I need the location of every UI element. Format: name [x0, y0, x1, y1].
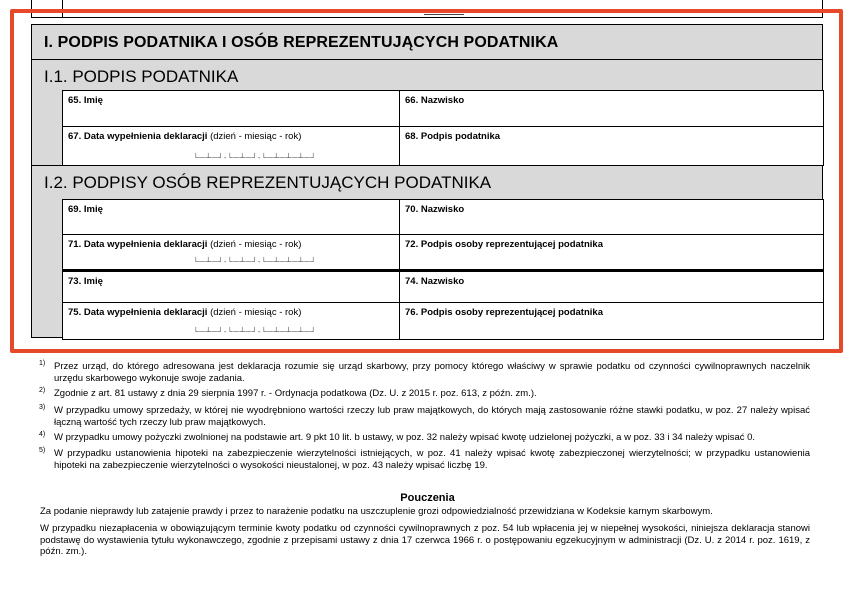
footnote-3: 3) W przypadku umowy sprzedaży, w której nie wyodrębniono wartości rzeczy lub praw majątkowych, do których mają zastosowanie różne stawki podatku, w poz. 27 należy wpisać łączną wartość tych rzeczy lub praw majątkowych. — [39, 404, 810, 428]
field-73-first-name[interactable]: 73. Imię — [63, 270, 400, 303]
section-i-title: I. PODPIS PODATNIKA I OSÓB REPREZENTUJĄCYCH PODATNIKA — [44, 34, 559, 51]
field-74-last-name[interactable]: 74. Nazwisko — [400, 270, 824, 303]
field-67-fill-date[interactable]: 67. Data wypełnienia deklaracji (dzień - miesiąc - rok) └─┴─┘-└─┴─┘-└─┴─┴─┴─┘ — [63, 127, 400, 166]
field-71-fill-date[interactable]: 71. Data wypełnienia deklaracji (dzień - miesiąc - rok) └─┴─┘-└─┴─┘-└─┴─┴─┴─┘ — [63, 235, 400, 270]
field-72-representative-signature[interactable]: 72. Podpis osoby reprezentującej podatnika — [400, 235, 824, 270]
footnote-1: 1) Przez urząd, do którego adresowana jest deklaracja rozumie się urząd skarbowy, przy pomocy którego właściwy w sprawie podatku od czynności cywilnoprawnych naczelnik urzędu skarbowego wykonuje swoje zadania. — [39, 360, 810, 384]
field-65-first-name[interactable]: 65. Imię — [63, 91, 400, 127]
date-boxes: └─┴─┘-└─┴─┘-└─┴─┴─┴─┘ — [193, 257, 317, 266]
highlight-outline — [10, 9, 843, 353]
section-i1-title: I.1. PODPIS PODATNIKA — [44, 67, 239, 86]
field-75-fill-date[interactable]: 75. Data wypełnienia deklaracji (dzień - miesiąc - rok) └─┴─┘-└─┴─┘-└─┴─┴─┴─┘ — [63, 303, 400, 340]
field-68-taxpayer-signature[interactable]: 68. Podpis podatnika — [400, 127, 824, 166]
field-70-last-name[interactable]: 70. Nazwisko — [400, 200, 824, 235]
footnote-5: 5) W przypadku ustanowienia hipoteki na zabezpieczenie wierzytelności istniejących, w poz. 41 należy wpisać kwotę zabezpieczonej wierzytelności; w przypadku ustanowienia hipoteki na zabezpieczenie wierzytelności o wysokości nieustalonej, w poz. 43 należy wpisać liczbę 19. — [39, 447, 810, 471]
field-66-last-name[interactable]: 66. Nazwisko — [400, 91, 824, 127]
field-69-first-name[interactable]: 69. Imię — [63, 200, 400, 235]
pouczenia-title: Pouczenia — [400, 492, 455, 504]
pouczenia-paragraph-1: Za podanie nieprawdy lub zatajenie prawdy i przez to narażenie podatku na uszczuplenie grozi odpowiedzialność przewidziana w Kodeksie karnym skarbowym. — [40, 506, 713, 517]
footnote-4: 4) W przypadku umowy pożyczki zwolnionej na podstawie art. 9 pkt 10 lit. b ustawy, w poz. 32 należy wpisać kwotę udzielonej pożyczki, a w poz. 33 i 34 należy wpisać 0. — [39, 431, 756, 443]
field-76-representative-signature[interactable]: 76. Podpis osoby reprezentującej podatnika — [400, 303, 824, 340]
pouczenia-paragraph-2: W przypadku niezapłacenia w obowiązującym terminie kwoty podatku od czynności cywilnoprawnych z poz. 54 lub wpłacenia jej w niepełnej wysokości, niniejsza deklaracja stanowi podstawę do wystawienia tytułu wykonawczego, zgodnie z przepisami ustawy z dnia 17 czerwca 1966 r. o postępowaniu egzekucyjnym w administracji (Dz. U. z 2014 r. poz. 1619, z późn. zm.). — [40, 523, 810, 557]
date-boxes: └─┴─┘-└─┴─┘-└─┴─┴─┴─┘ — [193, 327, 317, 336]
footnote-2: 2) Zgodnie z art. 81 ustawy z dnia 29 sierpnia 1997 r. - Ordynacja podatkowa (Dz. U. z 2015 r. poz. 613, z późn. zm.). — [39, 387, 537, 399]
date-boxes: └─┴─┘-└─┴─┘-└─┴─┴─┴─┘ — [193, 153, 317, 162]
section-i2-title: I.2. PODPISY OSÓB REPREZENTUJĄCYCH PODATNIKA — [44, 173, 492, 192]
